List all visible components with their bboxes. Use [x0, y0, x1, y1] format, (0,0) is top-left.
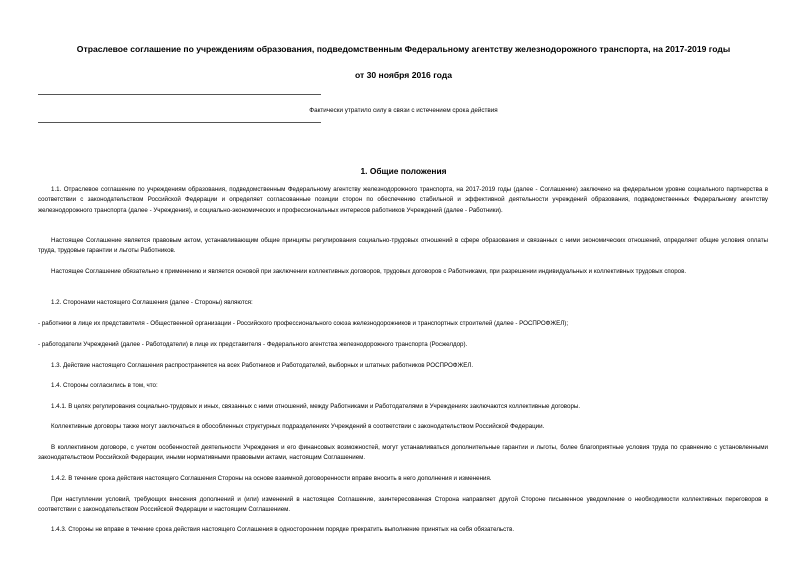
document-title: Отраслевое соглашение по учреждениям образования, подведомственным Федеральному агентству железнодорожного транспорта, на 2017-2019 годы [76, 44, 731, 54]
paragraph: Коллективные договоры также могут заключаться в обособленных структурных подразделениях Учреждений в соответствии с законодательством Российской Федерации. [51, 423, 545, 430]
paragraph: Настоящее Соглашение является правовым актом, устанавливающим общие принципы регулирования социально-трудовых отношений в сфере образования и связанных с ними экономических отношений, определяет общие условия оплаты труда, трудовые гарантии и льготы Работников. [38, 237, 768, 255]
divider-top [38, 94, 321, 95]
document-date: от 30 ноября 2016 года [354, 70, 453, 80]
paragraph: 1.4.1. В целях регулирования социально-трудовых и иных, связанных с ними отношений, между Работниками и Работодателями в Учреждениях заключаются коллективные договоры. [51, 403, 581, 410]
status-notice: Фактически утратило силу в связи с истечением срока действия [309, 107, 498, 114]
paragraph: При наступлении условий, требующих внесения дополнений и (или) изменений в настоящее Соглашение, заинтересованная Сторона направляет другой Стороне письменное уведомление о необходимости коллективных переговоров в соответствии с законодательством Российской Федерации и настоящим Соглашением. [38, 496, 768, 514]
paragraph: 1.2. Сторонами настоящего Соглашения (далее - Стороны) являются: [51, 299, 253, 306]
divider-bottom [38, 122, 321, 123]
paragraph: 1.4.2. В течение срока действия настоящего Соглашения Стороны на основе взаимной договоренности вправе вносить в него дополнения и изменения. [51, 475, 492, 482]
paragraph: В коллективном договоре, с учетом особенностей деятельности Учреждения и его финансовых возможностей, могут устанавливаться дополнительные гарантии и льготы, более благоприятные условия труда по сравнению с установленными законодательством Российской Федерации, иными нормативными правовыми актами, настоящим Соглашением. [38, 444, 768, 462]
paragraph: 1.3. Действие настоящего Соглашения распространяется на всех Работников и Работодателей, выборных и штатных работников РОСПРОФЖЕЛ. [51, 362, 474, 369]
paragraph: Настоящее Соглашение обязательно к применению и является основой при заключении коллективных договоров, трудовых договоров с Работниками, при разрешении индивидуальных и коллективных трудовых споров. [51, 268, 687, 275]
list-item: - работодатели Учреждений (далее - Работодатели) в лице их представителя - Федерального агентства железнодорожного транспорта (Росжелдор). [38, 341, 468, 348]
paragraph: 1.1. Отраслевое соглашение по учреждениям образования, подведомственным Федеральному агентству железнодорожного транспорта, на 2017-2019 годы (далее - Соглашение) заключено на федеральном уровне социального партнерства в соответствии с законодательством Российской Федерации и определяет согласованные позиции сторон по обеспечению стабильной и эффективной деятельности учреждений образования, подведомственных Федеральному агентству железнодорожного транспорта (далее - Учреждения), и социально-экономических и профессиональных интересов работников Учреждений (далее - Работники). [38, 186, 768, 214]
list-item: - работники в лице их представителя - Общественной организации - Российского профессионального союза железнодорожников и транспортных строителей (далее - РОСПРОФЖЕЛ); [38, 320, 569, 327]
paragraph: 1.4.3. Стороны не вправе в течение срока действия настоящего Соглашения в одностороннем порядке прекратить выполнение принятых на себя обязательств. [51, 526, 515, 533]
section-title: 1. Общие положения [360, 166, 447, 176]
paragraph: 1.4. Стороны согласились в том, что: [51, 382, 158, 389]
